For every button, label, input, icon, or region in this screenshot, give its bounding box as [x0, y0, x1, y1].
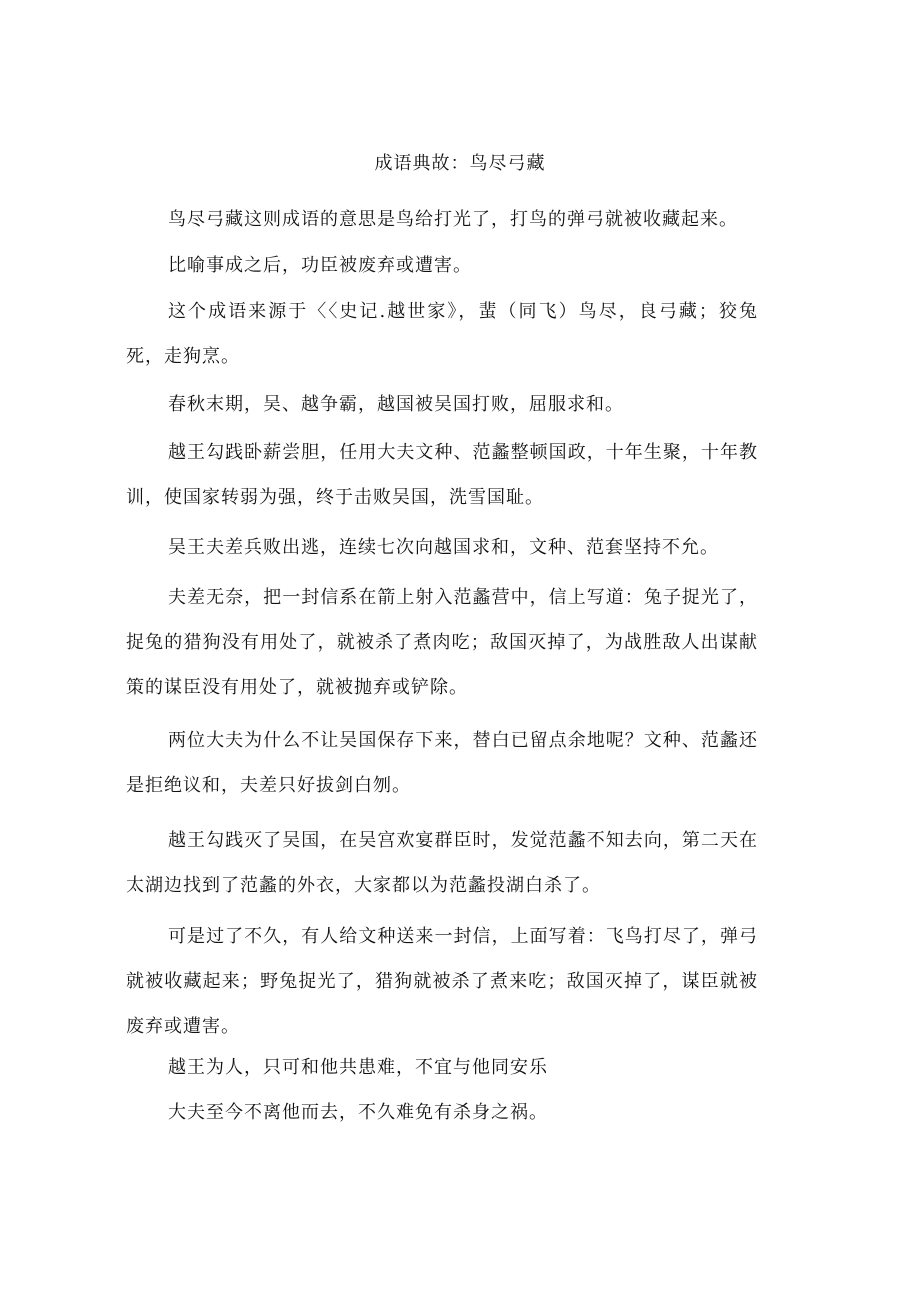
document-title: 成语典故：鸟尽弓藏 — [374, 153, 546, 174]
paragraph-8: 两位大夫为什么不让吴国保存下来，替白已留点余地呢？文种、范蠡还是拒绝议和，夫差只好拔剑白刎。 — [126, 730, 758, 796]
paragraph-12: 大夫至今不离他而去，不久难免有杀身之祸。 — [168, 1102, 548, 1123]
paragraph-9: 越王勾践灭了吴国，在吴宫欢宴群臣时，发觉范蠡不知去向，第二天在太湖边找到了范蠡的外衣，大家都以为范蠡投湖白杀了。 — [126, 830, 758, 896]
paragraph-3: 这个成语来源于〈〈史记.越世家》，蜚（同飞）鸟尽，良弓藏；狡兔死，走狗烹。 — [126, 301, 758, 367]
paragraph-11: 越王为人，只可和他共患难，不宜与他同安乐 — [168, 1057, 548, 1078]
paragraph-10: 可是过了不久，有人给文种送来一封信，上面写着：飞鸟打尽了，弹弓就被收藏起来；野兔捉光了，猎狗就被杀了煮来吃；敌国灭掉了，谋臣就被废弃或遭害。 — [126, 926, 758, 1037]
paragraph-7: 夫差无奈，把一封信系在箭上射入范蠡营中，信上写道：兔子捉光了，捉兔的猎狗没有用处了，就被杀了煮肉吃；敌国灭掉了，为战胜敌人出谋献策的谋臣没有用处了，就被抛弃或铲除。 — [126, 587, 758, 698]
paragraph-4: 春秋末期，吴、越争霸，越国被吴国打败，屈服求和。 — [168, 394, 624, 415]
paragraph-1: 鸟尽弓藏这则成语的意思是鸟给打光了，打鸟的弹弓就被收藏起来。 — [168, 209, 738, 230]
paragraph-6: 吴王夫差兵败出逃，连续七次向越国求和，文种、范套坚持不允。 — [168, 537, 719, 558]
paragraph-2: 比喻事成之后，功臣被废弃或遭害。 — [168, 255, 472, 276]
paragraph-5: 越王勾践卧薪尝胆，任用大夫文种、范蠡整顿国政，十年生聚，十年教训，使国家转弱为强，终于击败吴国，洗雪国耻。 — [126, 442, 758, 508]
